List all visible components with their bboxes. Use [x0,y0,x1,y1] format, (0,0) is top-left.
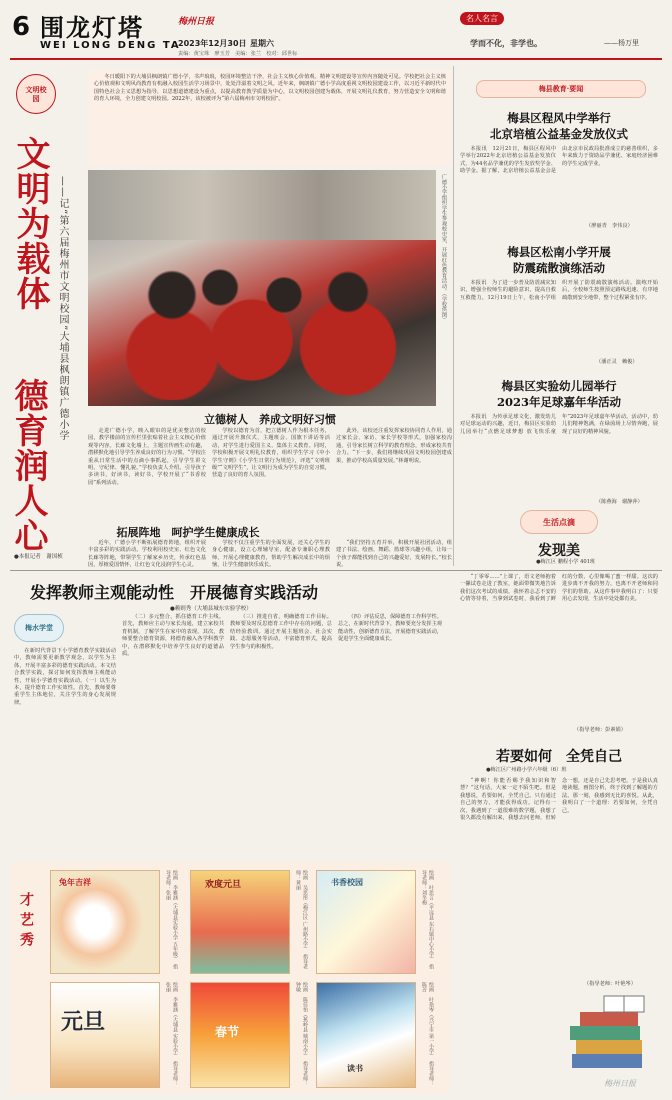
campus-tag [16,74,56,114]
essay-wisdom-author: ●梅江区 鹏程小学 401班 [536,559,596,565]
news-item2-author: （潘正灵 赖俊） [596,359,638,365]
books-illustration [564,994,656,1084]
life-tag [520,510,598,534]
quote-text: 学而不化，非学也。 [470,38,542,48]
news-item1-title2: 北京培植公益基金发放仪式 [490,127,628,141]
art-caption-5: 绘画 陈佳怡（蕉岭县 城南小学） 指导老师：钟敏 [295,982,308,1087]
mid-col3 [230,614,332,856]
art-image-5-label: 春节 [215,1025,240,1039]
section1-title: 立德树人 养成文明好习惯 [204,413,336,426]
issue-weekday: 星期六 [250,39,274,48]
mid-col1-text: 在新时代背景下小学德育教学实践活动中，教师需要更新教学观念，以学生为主体，开展丰富多彩的德育实践活动。本文结合教学实践，探讨如何发挥教师主观能动性，开展小学德育实践活动。（一）以生为本，提升德育工作实效性。首先，教师要尊重学生主体地位，关注学生的身心发展规律。 [14,648,116,706]
art-image-3 [316,870,416,974]
news-item3-title1: 梅县区实验幼儿园举行 [501,379,617,393]
section2-col1 [88,540,206,569]
art-image-1 [50,870,160,974]
lead-intro-text: 冬日暖阳下的大埔县枫朗镇广德小学，书声琅琅，校园环境整洁干净，社会主义核心价值观、精神文明建设等宣传内容随处可见。学校把社会主义核心价值观和文明风尚教育有机融入校园生活学习场景中，处处洋溢着文明之风。近年来，枫朗镇广德小学高度重视文明校园建设工作，以习近平新时代中国特色社会主义思想为指导，以思想道德建设为重点，以提高教育教学质量为中心，以文明校园创建为载体，开展文明礼仪教育，努力营造安全文明和谐的育人环境，全力创建文明校园。2022年，该校被评为“第六届梅州市文明校园”。 [94,74,446,103]
headline-left: 文明为载体 [10,136,50,311]
art-item-6 [316,982,446,1088]
photo-caption: 广德小学组织学生参观校史室，开展红色教育活动。（学校供图） [441,174,447,323]
lead-subhead: ——记“第六届梅州市文明校园”大埔县枫朗镇广德小学 [57,176,68,442]
right-essays [456,570,662,1098]
mid-article [10,570,446,860]
lead-photo [88,170,436,406]
masthead-rule [10,58,662,60]
art-item-2 [190,870,310,974]
photo-students [108,250,428,400]
watermark-logo: 梅州日报 [604,1079,636,1088]
art-image-6-label: 读书 [347,1063,363,1073]
art-image-2 [190,870,290,974]
art-image-2-label: 欢度元旦 [205,880,242,890]
section1-col3-text: 此外，该校还注重发挥家校协同育人作用，通过家长会、家访、家长学校等形式，加强家校沟通，引导家长树立科学的教育理念，形成家校共育合力。“下一步，我们将继续巩固文明校园创建成果，推动学校高质量发展。”林谢明说。 [336,428,452,464]
lead-intro [88,70,452,166]
mid-col2-text: （二）多元整合，抓住德育工作主线。首先，教师应主动与家长沟通，建立家校共育机制，了解学生在家中的表现。其次，教师要整合德育资源，将德育融入各学科教学中，在潜移默化中培养学生良好的道德品质。 [122,614,224,658]
section1-col3 [336,428,452,524]
art-section [10,862,450,1094]
art-caption-2: 绘画 吴思彤（梅江区 广州路小学） 指导老师：黄丽 [295,870,308,970]
section1-col1-text: 走进广德小学，映入眼帘的是优美整洁的校园，教学楼前的宣传栏里张贴着社会主义核心价值观等内容。长廊文化墙上，主题宣传画生动有趣，潜移默化地引导学生养成良好的行为习惯。“学校注重从日常生活中的点滴小事抓起，引导学生讲文明、守纪律、懂礼貌。”学校负责人介绍。引导孩子多读书，好读书，读好书，学校开展了“书香校园”系列活动。 [88,428,206,486]
lead-reporter: ●本报记者 谢国桢 [14,554,63,560]
art-image-4 [50,982,160,1088]
news-item2-title1: 梅县区松南小学开展 [507,245,611,259]
art-image-1-label: 兔年吉祥 [59,877,91,887]
essay-bottom-title: 若要如何 全凭自己 [496,749,622,765]
section-title: 围龙灯塔 [40,13,144,42]
essay-top-body-text: “丁零零……”上课了，语文老师抱着一摞试卷走进了教室，她面带微笑地告诉我们这次考试的成绩。我怀着忐忑不安的心情等待着，当拿到试卷时，我看到了鲜红的分数，心里像喝了蜜一样甜。这次的进步离不开我的努力，也离不开老师和同学们的帮助。从这件事中我明白了：只要用心去发现，生活中处处都有美。 [460,574,658,603]
section1-col2 [212,428,330,524]
section2-col3 [336,540,452,569]
issue-date: 2023年12月30日 [178,39,247,48]
mid-article-author: ●赖则秀（大埔县城东实验学校） [170,606,252,612]
photo-wall [88,170,436,240]
news-item1-title1: 梅县区程风中学举行 [507,111,611,125]
news-item2-title2: 防震疏散演练活动 [513,261,605,275]
section1-col2-text: 学校以德育为首，把立德树人作为根本任务，通过开展升旗仪式、主题班会、国旗下讲话等活动，对学生进行爱国主义、集体主义教育。同时，学校积极开展文明礼仪教育，组织学生学习《中小学生守则》《小学生日常行为规范》，评选“文明班级”“文明学生”，让文明行为成为学生的自觉习惯，营造了良好的育人氛围。 [212,428,330,479]
art-caption-6: 绘画 叶艳岑（兴宁市 第一小学） 指导老师：陈芳 [421,982,434,1087]
mid-article-title: 发挥教师主观能动性 开展德育实践活动 [30,583,319,602]
lead-story [8,66,452,569]
mid-article-tag-label: 梅水学堂 [25,623,53,632]
essay-bottom-author: ●梅江区广州路小学六年级（6）班 [486,767,567,773]
art-tag [16,892,42,1002]
art-item-4 [50,982,184,1088]
art-image-3-label: 书香校园 [331,877,363,887]
news-brief-header [476,80,646,98]
news-item1-author: （廖丽青 李伟良） [586,223,633,229]
section-pinyin: WEI LONG DENG TA [40,40,181,51]
section2-col2-text: 学校不仅注重学生的全面发展，还关心学生的身心健康，设立心理辅导室，配备专兼职心理教师，开展心理健康教育，帮助学生解决成长中的烦恼，让学生健康快乐成长。 [212,540,330,569]
life-tag-label: 生活点滴 [543,516,575,527]
section2-col3-text: “我们坚持五育并举，积极开展社团活动，组建了书法、绘画、舞蹈、篮球等兴趣小组，让每一个孩子都能找到自己的兴趣爱好，发展特长。”校长说。 [336,540,452,569]
news-brief-header-label: 梅县教育·要闻 [538,84,584,93]
art-caption-3: 绘画 叶思言（平远县 东石镇中心小学） 指导老师：刘冬梅 [421,870,434,970]
news-brief [456,66,662,566]
art-tag-label: 才艺秀 [18,892,34,952]
essay-bottom-body-text: “神啊！你能否赐予我知识和智慧？”这句话，大家一定不陌生吧。但是我想说，若要如何，全凭自己。只有通过自己的努力，才能获得成功。记得有一次，我遇到了一道很难的数学题，我想了很久都没有解出来，我想去问老师，但转念一想，还是自己先思考吧。于是我认真地读题，画图分析，终于找到了解题的方法。那一刻，我感到无比的喜悦。从此，我明白了一个道理：若要如何，全凭自己。 [460,778,658,822]
section2-title: 拓展阵地 呵护学生健康成长 [116,526,260,539]
editor-credits: 责编：黄宝珠 廖玉芳 美编：张兰 校对：邱世标 [178,51,298,57]
news-item2-body [460,280,658,356]
art-caption-4: 绘画 李雅涵（大埔县 实验小学） 指导老师：张丽 [165,982,178,1087]
essay-wisdom-title: 发现美 [538,543,580,559]
art-image-6 [316,982,416,1088]
essay-top-body [460,574,658,724]
essay-bottom-body [460,778,658,974]
news-item3-body-text: 本报讯 为传承足球文化，激发幼儿对足球运动的兴趣，近日，梅县区实验幼儿园举行“点燃足球梦想 放飞快乐童年”2023年足球嘉年华活动。活动中，幼儿们精神饱满，在绿茵场上尽情奔跑，展现了良好的精神风貌。 [460,414,658,435]
essay-bottom-teacher: （指导老师：叶艳岑） [584,981,636,987]
column-divider [453,66,454,566]
section1-col1 [88,428,206,524]
art-image-5 [190,982,290,1088]
books-icon [564,994,656,1084]
section2-col1-text: 近年，广德小学不断拓展德育阵地，组织开展丰富多彩的实践活动。学校利用校史室、红色文化长廊等阵地，带领学生了解家乡历史，传承红色基因，厚植爱国情怀，让红色文化浸润学生心灵。 [88,540,206,569]
mid-col4-text: （四）评估反思，保障德育工作科学性。总之，在新时代背景下，教师要充分发挥主观能动性，创新德育方法，开展德育实践活动，促进学生全面健康成长。 [338,614,442,643]
art-item-3 [316,870,446,974]
essay-top-teacher: （指导老师：彭素娟） [574,727,626,733]
news-item3-title2: 2023年足球嘉年华活动 [496,395,621,409]
news-item2-body-text: 本报讯 为了进一步普及防震减灾知识，增强全校师生的避险意识，提高自救互救能力，12月19日上午，松南小学组织开展了防震疏散演练活动。演练开始后，全校师生按照预定路线迅速、有序地疏散到安全地带，整个过程紧张有序。 [460,280,658,301]
mid-col4 [338,614,442,856]
art-item-1 [50,870,184,974]
headline-right: 德育润人心 [8,378,48,553]
page-number: 6 [12,12,31,42]
news-item1-body-text: 本报讯 12月21日，梅县区程风中学举行2022年北京培植公益基金发放仪式，为44名品学兼优的学生发放奖学金、助学金。据了解，北京培植公益基金会是由北京市民政局批准成立的慈善组织，多年来致力于资助品学兼优、家庭经济困难的学生完成学业。 [460,146,658,175]
art-item-5 [190,982,310,1088]
art-image-4-label: 元旦 [61,1009,106,1035]
art-caption-1: 绘画 李雅涵（大埔县实验小学 五年级） 指导老师：张丽 [165,870,178,970]
mid-article-tag [14,614,64,642]
mid-col2 [122,614,224,856]
section2-col2 [212,540,330,569]
paper-logo: 梅州日报 [178,17,215,27]
news-item1-body [460,146,658,220]
campus-tag-label: 文明校园 [25,85,47,103]
mid-col1 [14,648,116,856]
quote-badge: 名人名言 [460,12,504,25]
news-item3-body [460,414,658,496]
masthead [0,0,672,62]
quote-author: ——杨万里 [604,39,639,47]
mid-col3-text: （三）推进自省，明确德育工作目标。教师要及时反思德育工作中存在的问题，总结经验教训。通过开展主题班会、社会实践、志愿服务等活动，丰富德育形式，提高学生参与的积极性。 [230,614,332,650]
news-item3-author: （陈燕海 谢静萍） [596,499,643,505]
